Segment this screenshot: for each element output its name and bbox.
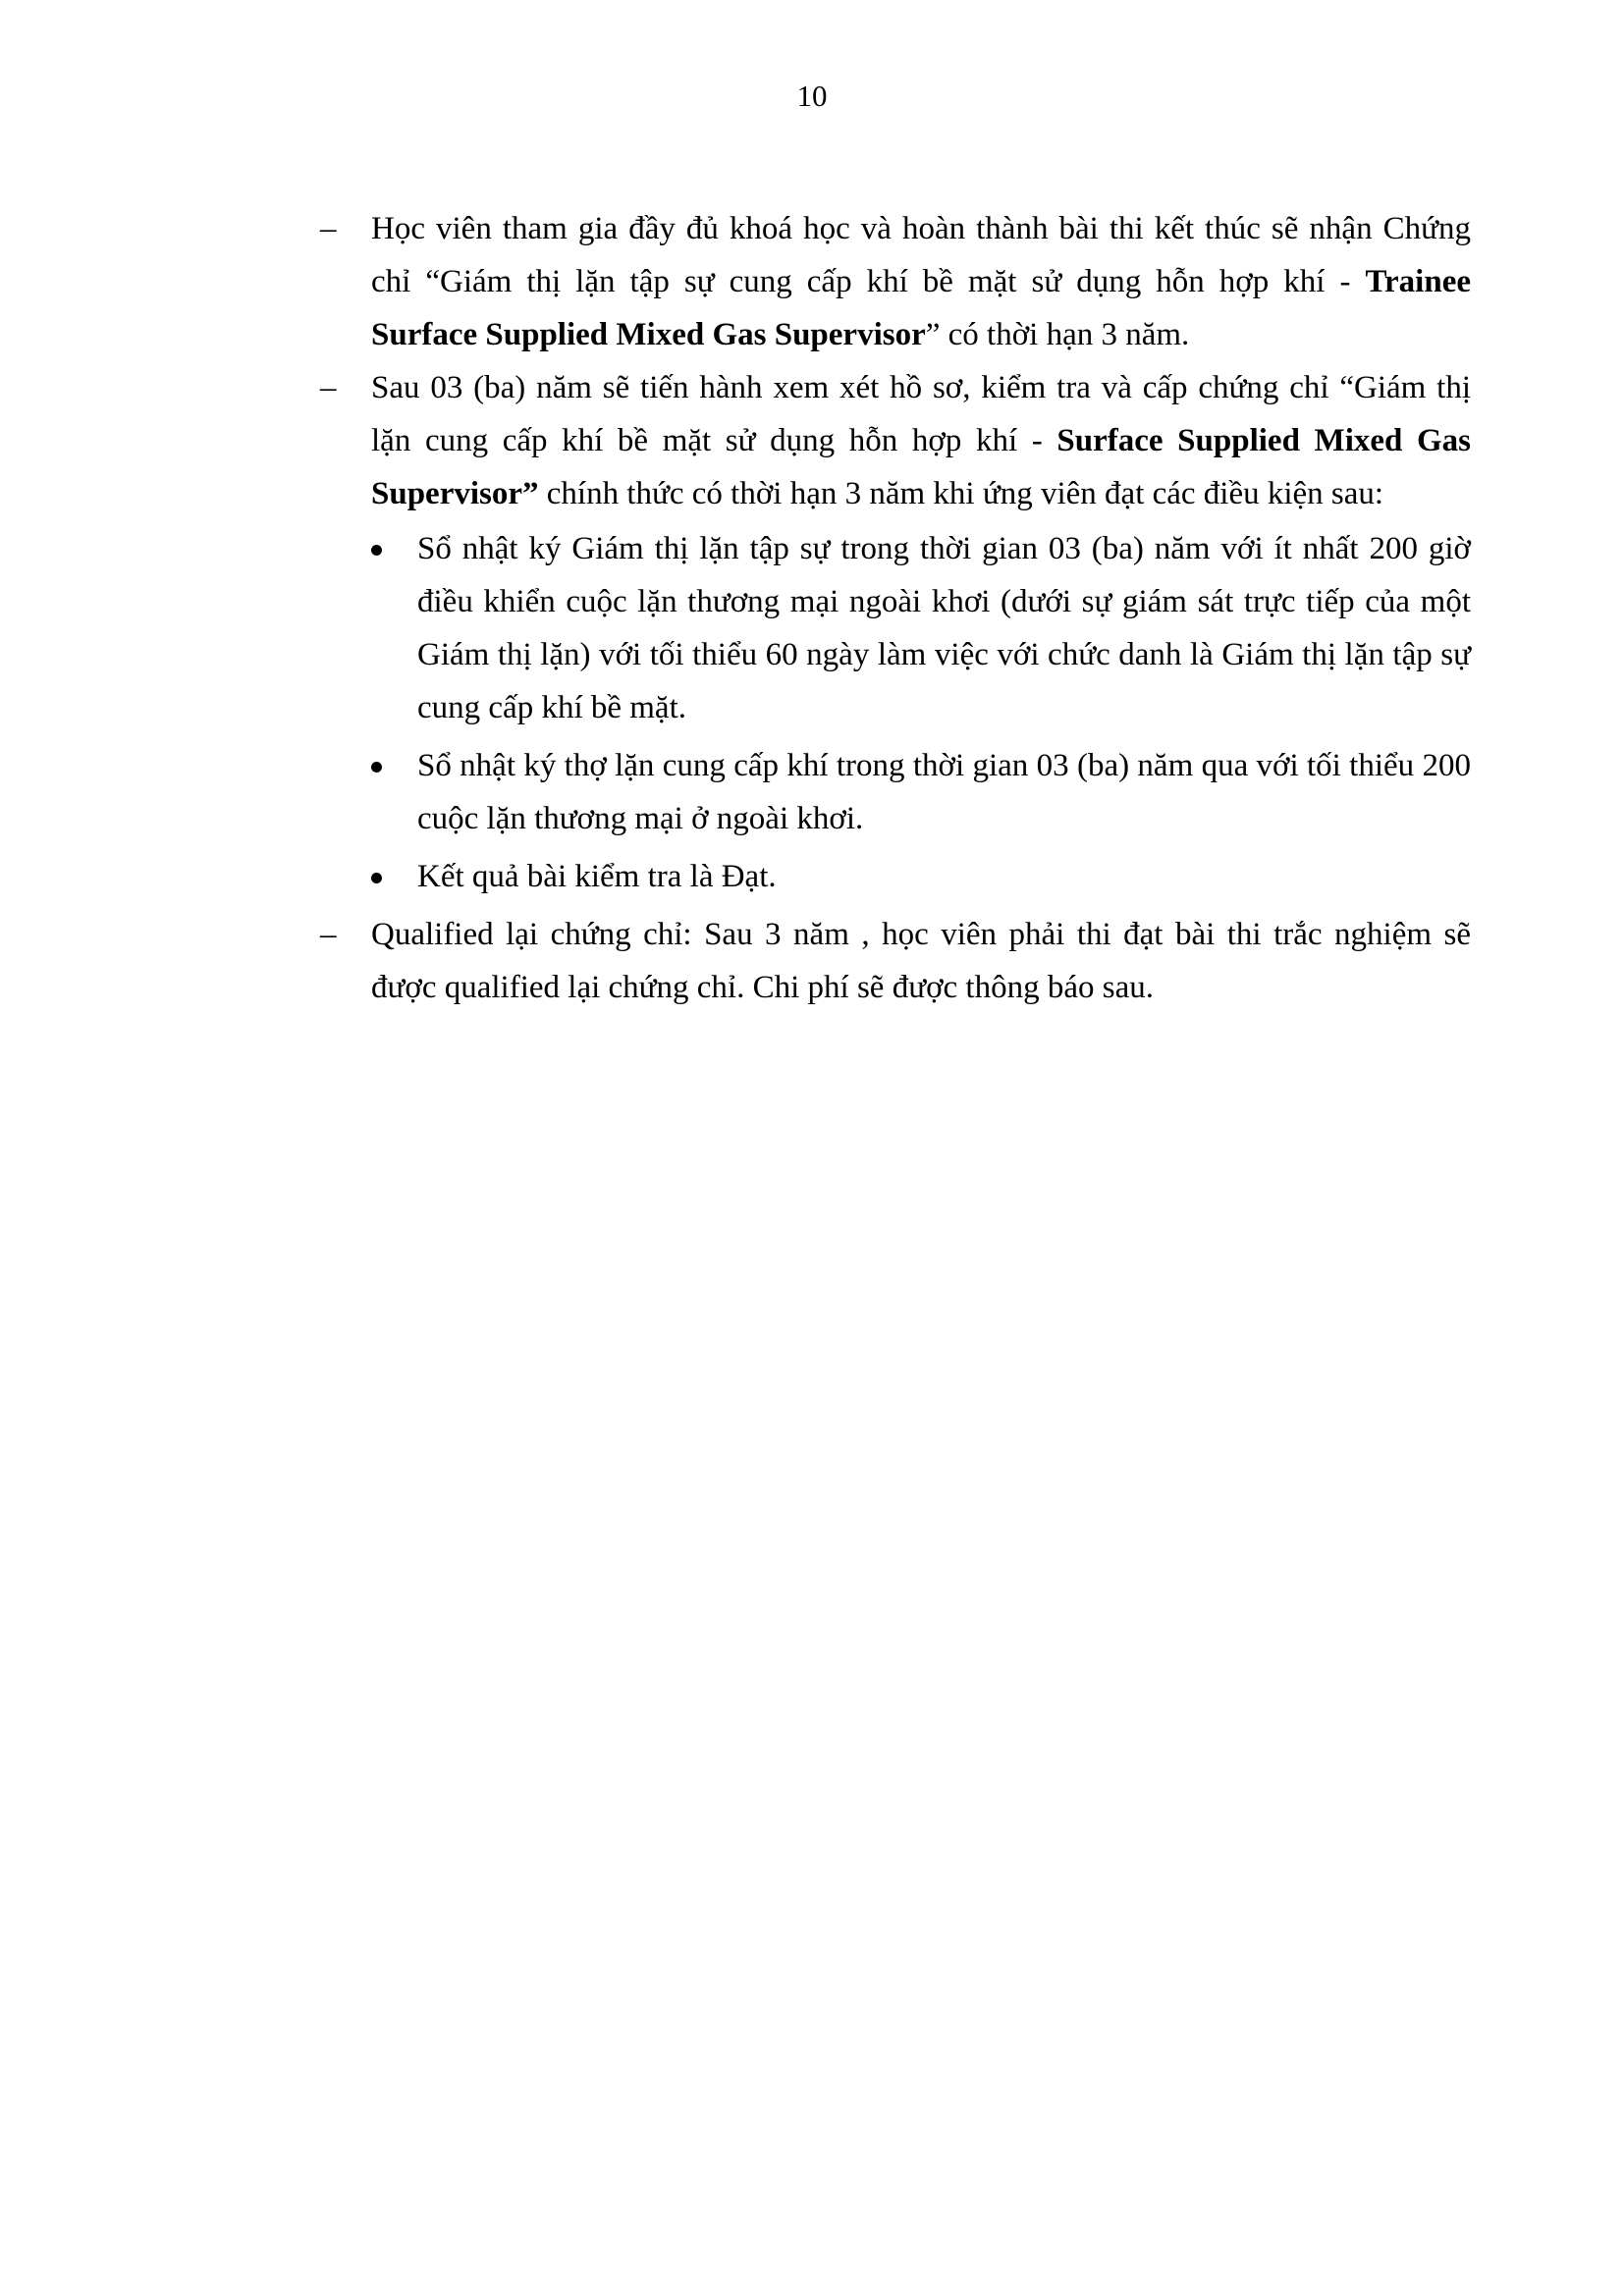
conditions-list — [371, 522, 1471, 903]
bold-text-segment: Surface Supplied Mixed Gas Supervisor” — [371, 423, 1471, 511]
text-segment: Học viên tham gia đầy đủ khoá học và hoàn thành bài thi kết thúc sẽ nhận Chứng chỉ “Giám thị lặn tập sự cung cấp khí bề mặt sử dụng hỗn hợp khí - — [371, 211, 1471, 299]
bullet-icon — [371, 762, 382, 773]
text-segment: Qualified lại chứng chỉ: Sau 3 năm , học viên phải thi đạt bài thi trắc nghiệm sẽ được qualified lại chứng chỉ. Chi phí sẽ được thông báo sau. — [371, 917, 1471, 1005]
condition-item-diver-log — [371, 739, 1471, 845]
dash-marker: – — [320, 370, 337, 405]
dash-marker: – — [320, 917, 337, 952]
page-number: 10 — [796, 79, 828, 113]
bold-text-segment: Trainee Surface Supplied Mixed Gas Supervisor — [371, 264, 1471, 352]
condition-text: Sổ nhật ký thợ lặn cung cấp khí trong thời gian 03 (ba) năm qua với tối thiểu 200 cuộc lặn thương mại ở ngoài khơi. — [417, 748, 1471, 836]
condition-text: Sổ nhật ký Giám thị lặn tập sự trong thời gian 03 (ba) năm với ít nhất 200 giờ điều khiển cuộc lặn thương mại ngoài khơi (dưới sự giám sát trực tiếp của một Giám thị lặn) với tối thiểu 60 ngày làm việc với chức danh là Giám thị lặn tập sự cung cấp khí bề mặt. — [417, 531, 1471, 725]
list-item-certificate-trainee — [320, 202, 1471, 361]
bullet-icon — [371, 545, 382, 556]
text-segment: ” có thời hạn 3 năm. — [925, 317, 1190, 352]
document-body — [320, 202, 1471, 1014]
condition-item-test-result — [371, 850, 1471, 903]
text-segment: Sau 03 (ba) năm sẽ tiến hành xem xét hồ sơ, kiểm tra và cấp chứng chỉ “Giám thị lặn cung cấp khí bề mặt sử dụng hỗn hợp khí - — [371, 370, 1471, 458]
bullet-icon — [371, 873, 382, 883]
condition-text: Kết quả bài kiểm tra là Đạt. — [417, 859, 777, 894]
list-item-certificate-supervisor — [320, 361, 1471, 520]
condition-item-supervisor-log — [371, 522, 1471, 734]
list-item-requalification — [320, 908, 1471, 1014]
dash-marker: – — [320, 211, 337, 246]
text-segment: chính thức có thời hạn 3 năm khi ứng viên đạt các điều kiện sau: — [538, 476, 1384, 511]
